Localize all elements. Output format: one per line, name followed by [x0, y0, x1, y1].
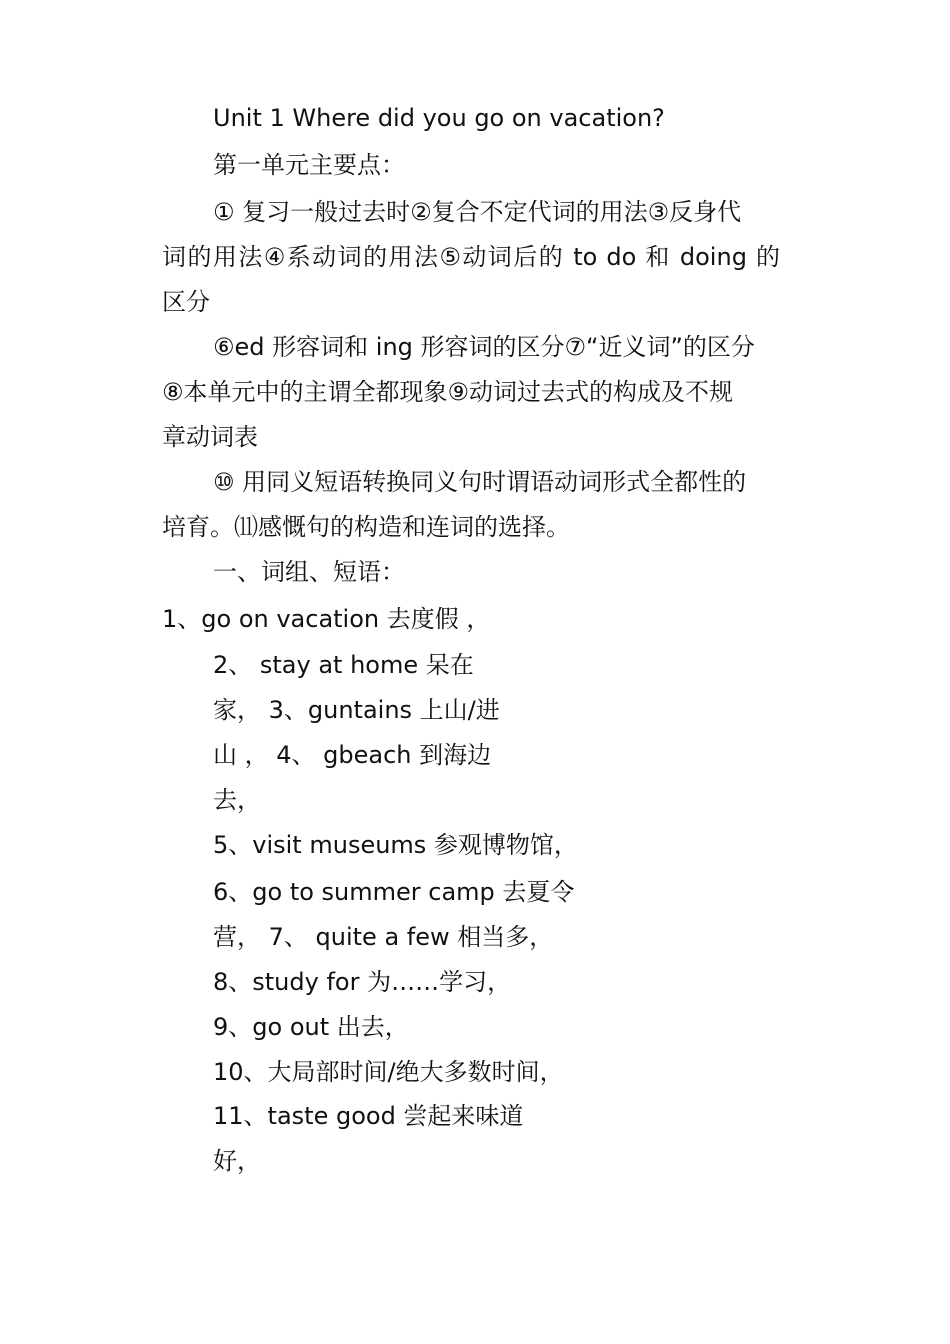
key-point-line: ⑧本单元中的主谓全都现象⑨动词过去式的构成及不规 [162, 378, 734, 406]
document-title: Unit 1 Where did you go on vacation? [213, 104, 665, 132]
phrase-line: 营， 7、 quite a few 相当多， [213, 923, 554, 951]
phrase-line: 1、go on vacation 去度假 ， [162, 605, 491, 633]
key-point-line: 区分 [162, 288, 210, 316]
key-point-line: ⑥ed 形容词和 ing 形容词的区分⑦“近义词”的区分 [213, 333, 755, 361]
phrase-line: 5、visit museums 参观博物馆， [213, 831, 578, 859]
phrase-line: 6、go to summer camp 去夏令 [213, 878, 575, 906]
phrase-line: 8、study for 为……学习， [213, 968, 512, 996]
phrase-line: 11、taste good 尝起来味道 [213, 1102, 524, 1130]
phrase-line: 9、go out 出去， [213, 1013, 409, 1041]
phrase-line: 山 ， 4、 gbeach 到海边 [213, 741, 492, 769]
key-point-line: 培育。⑾感慨句的构造和连词的选择。 [162, 513, 570, 541]
phrase-line: 去， [213, 786, 261, 814]
key-point-line: ⑩ 用同义短语转换同义句时谓语动词形式全都性的 [213, 468, 747, 496]
key-point-line: 词的用法④系动词的用法⑤动词后的 to do 和 doing 的 [162, 243, 780, 271]
phrase-line: 2、 stay at home 呆在 [213, 651, 474, 679]
key-point-line: ① 复习一般过去时②复合不定代词的用法③反身代 [213, 198, 742, 226]
key-point-line: 章动词表 [162, 423, 258, 451]
phrase-line: 家， 3、guntains 上山/进 [213, 696, 500, 724]
section-heading: 一、词组、短语： [213, 558, 405, 586]
phrase-line: 10、大局部时间/绝大多数时间， [213, 1058, 564, 1086]
phrase-line: 好， [213, 1147, 261, 1175]
document-subtitle: 第一单元主要点： [213, 151, 405, 179]
